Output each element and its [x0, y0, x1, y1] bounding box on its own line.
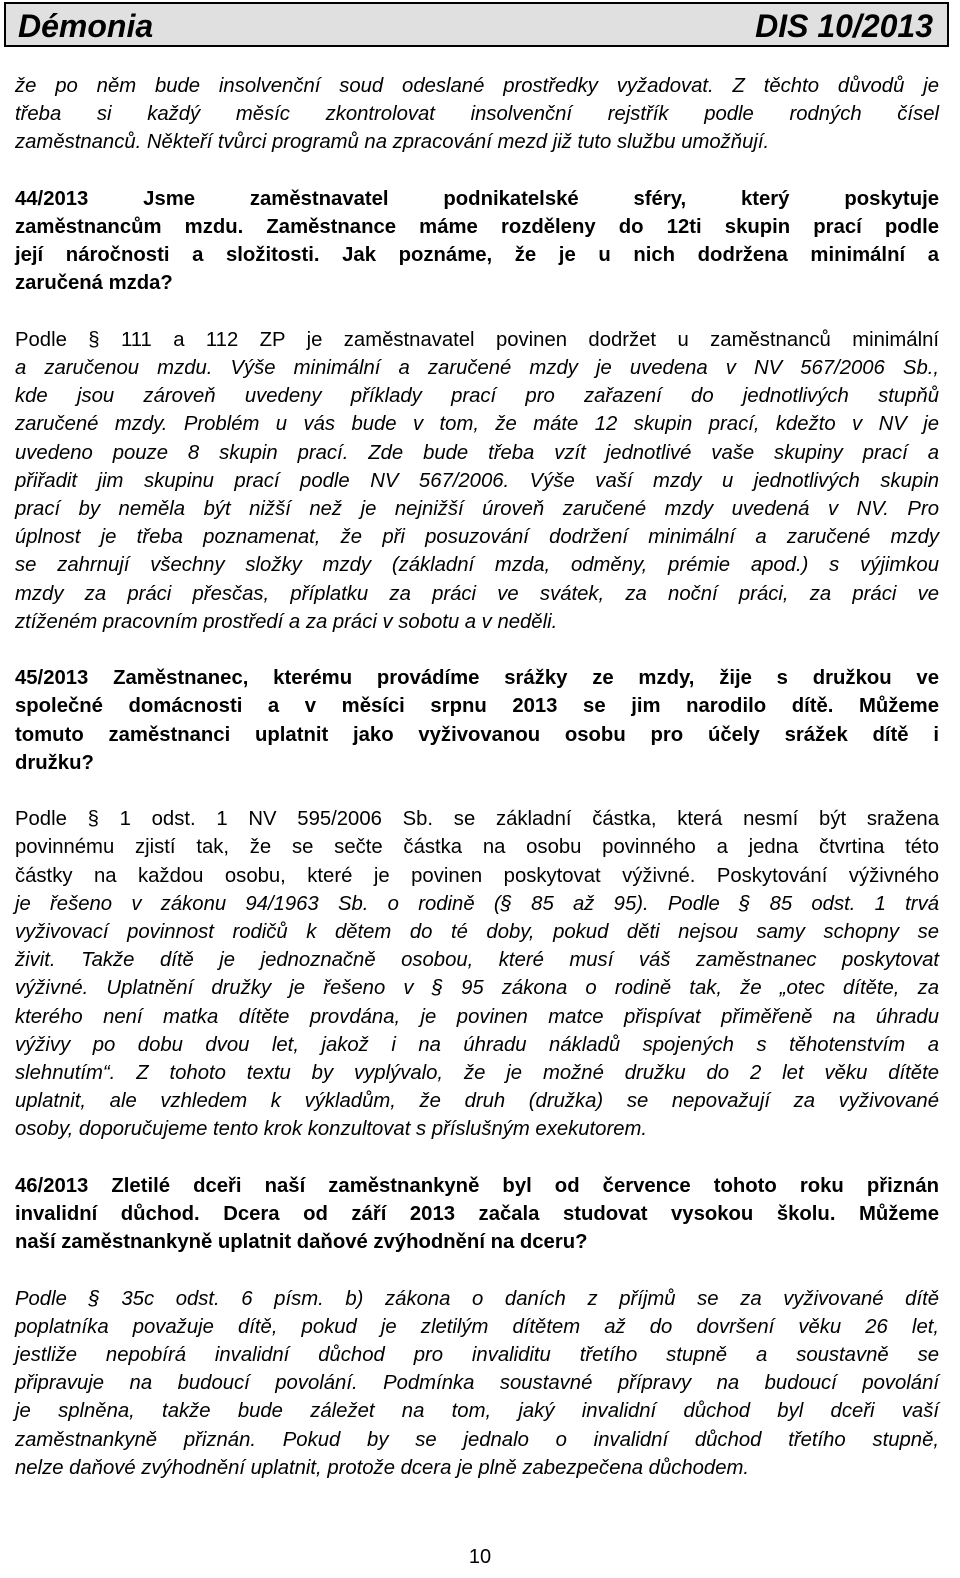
text-line: zaručené mzdy. Problém u vás bude v tom, že máte 12 skupin prací, kdežto v NV je	[15, 413, 939, 436]
text-line: Podle § 111 a 112 ZP je zaměstnavatel povinen dodržet u zaměstnanců minimální	[15, 328, 939, 351]
text-line: osoby, doporučujeme tento krok konzultovat s příslušným exekutorem.	[15, 1118, 648, 1141]
answer-continuation	[15, 72, 939, 157]
text-line: 46/2013 Zletilé dceři naší zaměstnankyně byl od července tohoto roku přiznán	[15, 1174, 939, 1197]
text-line: 45/2013 Zaměstnanec, kterému provádíme srážky ze mzdy, žije s družkou ve	[15, 667, 939, 690]
text-line: zaměstnancům mzdu. Zaměstnance máme rozděleny do 12ti skupin prací podle	[15, 216, 939, 238]
text-line: 44/2013 Jsme zaměstnavatel podnikatelské sféry, který poskytuje	[15, 187, 939, 210]
text-line: invalidní důchod. Dcera od září 2013 začala studovat vysokou školu. Můžeme	[15, 1203, 939, 1226]
text-line: ztíženém pracovním prostředí a za práci v sobotu a v neděli.	[15, 610, 558, 633]
text-line: tomuto zaměstnanci uplatnit jako vyživovanou osobu pro účely srážek dítě i	[15, 723, 939, 746]
answer-45	[15, 805, 939, 1143]
document-body	[15, 72, 939, 1510]
text-line: naší zaměstnankyně uplatnit daňové zvýhodnění na dceru?	[15, 1231, 588, 1254]
text-line: jestliže nepobírá invalidní důchod pro invaliditu třetího stupně a soustavně se	[15, 1344, 939, 1367]
text-line: kterého není matka dítěte provdána, je povinen matce přispívat přiměřeně na úhradu	[15, 1005, 939, 1028]
question-44	[15, 185, 939, 298]
text-line: výživy po dobu dvou let, jakož i na úhradu nákladů spojených s těhotenstvím a	[15, 1033, 939, 1056]
text-line: vyživovací povinnost rodičů k dětem do té doby, pokud děti nejsou samy schopny se	[15, 921, 939, 944]
publisher-name: Démonia	[18, 8, 154, 44]
text-line: zaměstnanců. Někteří tvůrci programů na zpracování mezd již tuto službu umožňují.	[15, 131, 770, 154]
text-line: uplatnit, ale vzhledem k výkladům, že druh (družka) se nepovažují za vyživované	[15, 1090, 939, 1113]
text-line: povinnému zjistí tak, že se sečte částka na osobu povinného a jedna čtvrtina této	[15, 836, 939, 859]
text-line: uvedeno pouze 8 skupin prací. Zde bude třeba vzít jednotlivé vaše skupiny prací a	[15, 441, 939, 464]
text-line: její náročnosti a složitosti. Jak poznáme, že je u nich dodržena minimální a	[15, 244, 939, 267]
answer-44	[15, 326, 939, 636]
text-line: se zahrnují všechny složky mzdy (základní mzda, odměny, prémie apod.) s výjimkou	[15, 554, 939, 577]
text-line: a zaručenou mzdu. Výše minimální a zaručené mzdy je uvedena v NV 567/2006 Sb.,	[15, 357, 939, 379]
text-line: nelze daňové zvýhodnění uplatnit, protože dcera je plně zabezpečena důchodem.	[15, 1456, 750, 1479]
text-line: Podle § 35c odst. 6 písm. b) zákona o daních z příjmů se za vyživované dítě	[15, 1287, 939, 1310]
text-line: prací by neměla být nižší než je nejnižší úroveň zaručené mzdy uvedená v NV. Pro	[15, 498, 939, 521]
question-46	[15, 1172, 939, 1257]
text-line: Podle § 1 odst. 1 NV 595/2006 Sb. se základní částka, která nesmí být sražena	[15, 808, 939, 831]
text-line: mzdy za práci přesčas, příplatku za práci ve svátek, za noční práci, za práci ve	[15, 582, 939, 605]
text-line: výživné. Uplatnění družky je řešeno v § 95 zákona o rodině tak, že „otec dítěte, za	[15, 977, 939, 1000]
issue-number: DIS 10/2013	[755, 8, 933, 44]
text-line: zaměstnankyně přiznán. Pokud by se jednalo o invalidní důchod třetího stupně,	[15, 1428, 939, 1451]
text-line: živit. Takže dítě je jednoznačně osobou, které musí váš zaměstnanec poskytovat	[15, 949, 939, 972]
page-number: 10	[468, 1546, 492, 1568]
text-line: kde jsou zároveň uvedeny příklady prací pro zařazení do jednotlivých stupňů	[15, 385, 939, 408]
question-45	[15, 664, 939, 777]
text-line: slehnutím“. Z tohoto textu by vyplývalo, že je možné družku do 2 let věku dítěte	[15, 1062, 939, 1085]
text-line: připravuje na budoucí povolání. Podmínka soustavné přípravy na budoucí povolání	[15, 1372, 939, 1395]
text-line: přiřadit jim skupinu prací podle NV 567/2006. Výše vaší mzdy u jednotlivých skupin	[15, 469, 939, 492]
text-line: družku?	[15, 751, 94, 774]
text-line: poplatníka považuje dítě, pokud je zletilým dítětem až do dovršení věku 26 let,	[15, 1315, 939, 1338]
text-line: je řešeno v zákonu 94/1963 Sb. o rodině (§ 85 až 95). Podle § 85 odst. 1 trvá	[15, 892, 939, 915]
text-line: úplnost je třeba poznamenat, že při posuzování dodržení minimální a zaručené mzdy	[15, 526, 939, 549]
answer-46	[15, 1285, 939, 1482]
text-line: třeba si každý měsíc zkontrolovat insolvenční rejstřík podle rodných čísel	[15, 103, 939, 126]
page-header	[4, 2, 949, 47]
text-line: zaručená mzda?	[15, 272, 173, 295]
text-line: že po něm bude insolvenční soud odeslané prostředky vyžadovat. Z těchto důvodů je	[15, 75, 939, 97]
text-line: částky na každou osobu, které je povinen poskytovat výživné. Poskytování výživného	[15, 864, 939, 887]
text-line: je splněna, takže bude záležet na tom, jaký invalidní důchod byl dceři vaší	[15, 1400, 939, 1423]
text-line: společné domácnosti a v měsíci srpnu 2013 se jim narodilo dítě. Můžeme	[15, 695, 939, 718]
